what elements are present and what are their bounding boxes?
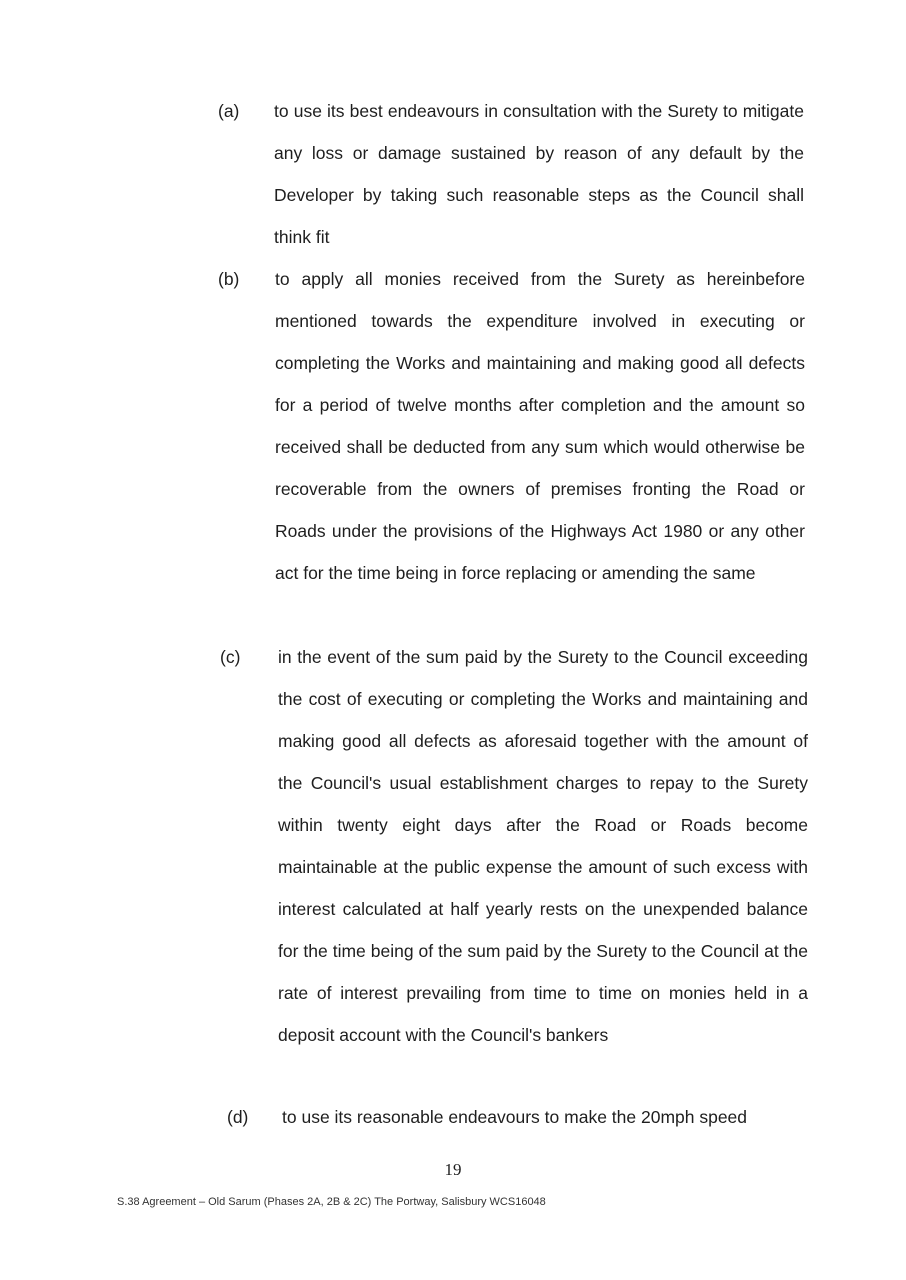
clause-a-label: (a) <box>218 101 240 121</box>
document-footer: S.38 Agreement – Old Sarum (Phases 2A, 2B & 2C) The Portway, Salisbury WCS16048 <box>117 1196 546 1208</box>
clause-d-text: to use its reasonable endeavours to make the 20mph speed <box>282 1107 748 1127</box>
clause-b-label: (b) <box>218 269 240 289</box>
clause-b-text: to apply all monies received from the Surety as hereinbefore mentioned towards the expenditure involved in executing or completing the Works and maintaining and making good all defects for a period of twelve months after completion and the amount so received shall be deducted from any sum which would otherwise be recoverable from the owners of premises fronting the Road or Roads under the provisions of the Highways Act 1980 or any other act for the time being in force replacing or amending the same <box>275 269 805 583</box>
clause-c-text: in the event of the sum paid by the Surety to the Council exceeding the cost of executing or completing the Works and maintaining and making good all defects as aforesaid together with the amount of the Council's usual establishment charges to repay to the Surety within twenty eight days after the Road or Roads become maintainable at the public expense the amount of such excess with interest calculated at half yearly rests on the unexpended balance for the time being of the sum paid by the Surety to the Council at the rate of interest prevailing from time to time on monies held in a deposit account with the Council's bankers <box>278 647 808 1045</box>
page-number: 19 <box>444 1160 462 1179</box>
clause-d-label: (d) <box>227 1107 249 1127</box>
clause-c-label: (c) <box>220 647 241 667</box>
clause-a-text: to use its best endeavours in consultation with the Surety to mitigate any loss or damage sustained by reason of any default by the Developer by taking such reasonable steps as the Council shall think fit <box>274 101 804 247</box>
